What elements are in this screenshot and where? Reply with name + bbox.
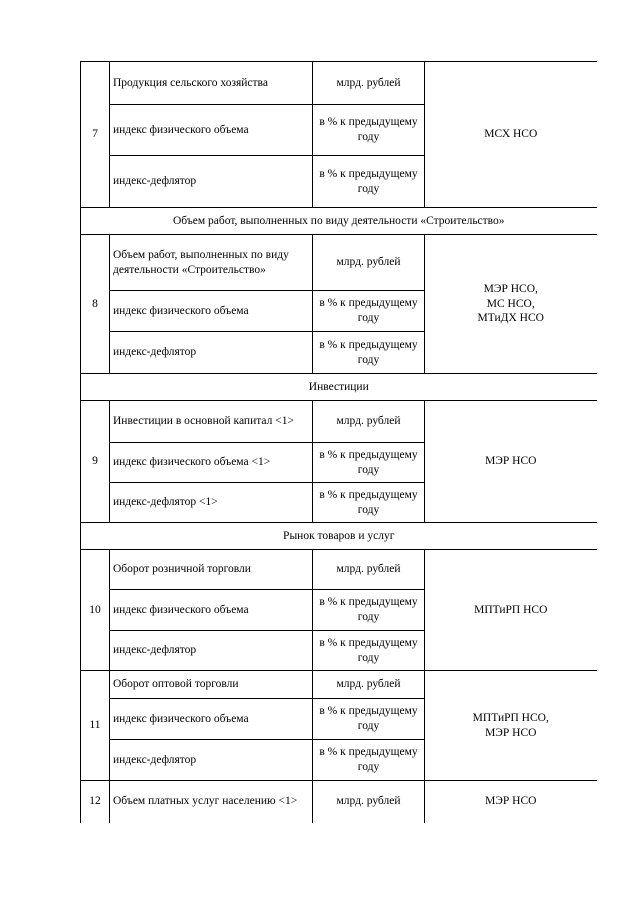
responsible-line: МЭР НСО: [485, 795, 537, 808]
responsible-line: МСХ НСО: [484, 128, 538, 141]
section-row: [81, 523, 597, 550]
unit-cell: в % к предыдущему году: [313, 332, 425, 374]
unit-cell: млрд. рублей: [313, 550, 425, 590]
section-title: Инвестиции: [81, 374, 597, 401]
unit-cell: в % к предыдущему году: [313, 631, 425, 671]
unit-cell: млрд. рублей: [313, 671, 425, 699]
responsible-line: МЭР НСО: [485, 726, 537, 739]
unit-cell: в % к предыдущему году: [313, 291, 425, 332]
indicator-name: Продукция сельского хозяйства: [110, 62, 313, 105]
table-row: [81, 781, 597, 823]
unit-cell: в % к предыдущему году: [313, 740, 425, 781]
responsible-cell: [425, 550, 597, 671]
responsible-line: МС НСО,: [486, 297, 535, 310]
indicator-name: Объем работ, выполненных по виду деятельности «Строительство»: [110, 235, 313, 291]
unit-cell: в % к предыдущему году: [313, 699, 425, 740]
table-row: [81, 235, 597, 291]
row-number: 12: [81, 781, 110, 823]
row-number: 9: [81, 401, 110, 523]
unit-cell: в % к предыдущему году: [313, 156, 425, 208]
indicator-name: Инвестиции в основной капитал <1>: [110, 401, 313, 443]
table-row: [81, 550, 597, 590]
section-title: Объем работ, выполненных по виду деятельности «Строительство»: [81, 208, 597, 235]
indicators-table: [80, 61, 597, 823]
section-row: [81, 374, 597, 401]
indicator-name: индекс физического объема: [110, 590, 313, 631]
unit-cell: млрд. рублей: [313, 401, 425, 443]
responsible-line: МТиДХ НСО: [477, 312, 544, 325]
indicator-name: индекс-дефлятор: [110, 332, 313, 374]
row-number: 10: [81, 550, 110, 671]
table-row: [81, 401, 597, 443]
indicator-name: индекс физического объема: [110, 699, 313, 740]
indicator-name: индекс физического объема: [110, 291, 313, 332]
indicator-name: индекс-дефлятор: [110, 740, 313, 781]
unit-cell: млрд. рублей: [313, 235, 425, 291]
indicator-name: индекс физического объема <1>: [110, 443, 313, 483]
responsible-line: МПТиРП НСО,: [472, 711, 549, 724]
table-row: [81, 62, 597, 105]
indicator-name: индекс-дефлятор: [110, 156, 313, 208]
indicator-name: индекс-дефлятор: [110, 631, 313, 671]
responsible-cell: [425, 671, 597, 781]
responsible-cell: [425, 781, 597, 823]
unit-cell: млрд. рублей: [313, 62, 425, 105]
responsible-cell: [425, 62, 597, 208]
unit-cell: в % к предыдущему году: [313, 590, 425, 631]
section-row: [81, 208, 597, 235]
responsible-line: МЭР НСО,: [483, 282, 538, 295]
indicator-name: Оборот оптовой торговли: [110, 671, 313, 699]
unit-cell: в % к предыдущему году: [313, 443, 425, 483]
row-number: 11: [81, 671, 110, 781]
unit-cell: в % к предыдущему году: [313, 483, 425, 523]
responsible-cell: [425, 401, 597, 523]
responsible-line: МЭР НСО: [485, 455, 537, 468]
unit-cell: в % к предыдущему году: [313, 105, 425, 156]
row-number: 8: [81, 235, 110, 374]
indicator-name: индекс-дефлятор <1>: [110, 483, 313, 523]
section-title: Рынок товаров и услуг: [81, 523, 597, 550]
indicator-name: Оборот розничной торговли: [110, 550, 313, 590]
indicator-name: индекс физического объема: [110, 105, 313, 156]
unit-cell: млрд. рублей: [313, 781, 425, 823]
responsible-line: МПТиРП НСО: [474, 603, 548, 616]
table-row: [81, 671, 597, 699]
indicator-name: Объем платных услуг населению <1>: [110, 781, 313, 823]
responsible-cell: [425, 235, 597, 374]
row-number: 7: [81, 62, 110, 208]
